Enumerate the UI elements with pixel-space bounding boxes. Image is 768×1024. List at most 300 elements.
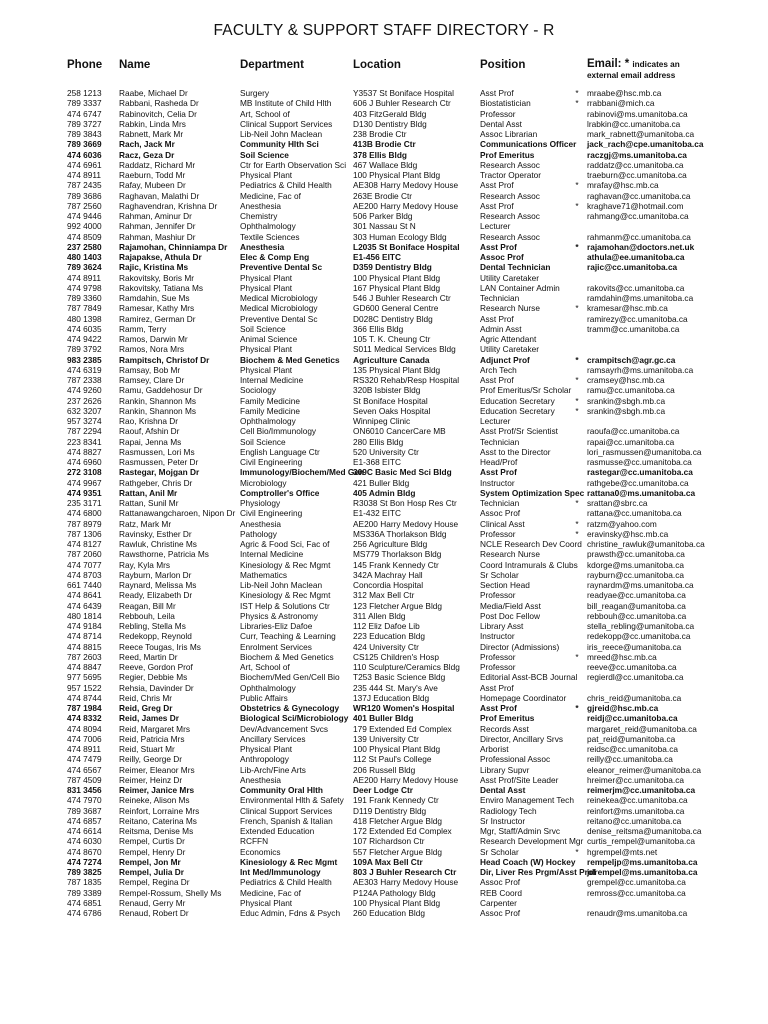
email-cell: rajamohan@doctors.net.uk	[587, 241, 695, 252]
name-cell: Rajic, Kristina Ms	[119, 262, 189, 273]
location-cell: 311 Allen Bldg	[353, 610, 406, 621]
location-cell: 167 Physical Plant Bldg	[353, 282, 441, 293]
location-cell: 100 Physical Plant Bldg	[353, 744, 441, 754]
name-cell: Reid, Stuart Mr	[119, 744, 175, 754]
phone-cell: 789 3792	[67, 344, 102, 355]
email-cell: kramesar@hsc.mb.ca	[587, 303, 668, 314]
phone-cell: 237 2580	[67, 241, 102, 252]
name-cell: Rattan, Sunil Mr	[119, 498, 179, 508]
email-cell: rastegar@cc.umanitoba.ca	[587, 467, 693, 478]
email-cell: srattan@sbrc.ca	[587, 498, 648, 508]
location-cell: AE200 Harry Medovy House	[353, 200, 459, 211]
position-cell: Instructor	[480, 631, 515, 642]
phone-cell: 787 7849	[67, 303, 102, 314]
location-cell: 107 Richardson Ctr	[353, 836, 425, 847]
position-cell: Education Secretary	[480, 405, 555, 416]
location-cell: MS336A Thorlakson Bldg	[353, 528, 447, 539]
location-cell: Winnipeg Clinic	[353, 416, 411, 426]
location-cell: 418 Fletcher Argue Bldg	[353, 815, 443, 826]
location-cell: 137J Education Bldg	[353, 692, 430, 703]
location-cell: 312 Max Bell Ctr	[353, 590, 415, 601]
table-row	[0, 191, 768, 201]
location-cell: 238 Brodie Ctr	[353, 129, 407, 139]
position-cell: Lecturer	[480, 416, 511, 426]
department-cell: Animal Science	[240, 334, 298, 344]
name-cell: Raghavendran, Krishna Dr	[119, 200, 218, 211]
name-cell: Ramirez, German Dr	[119, 313, 196, 324]
name-cell: Reagan, Bill Mr	[119, 600, 176, 611]
table-row	[0, 734, 768, 744]
location-cell: 309C Basic Med Sci Bldg	[353, 467, 452, 478]
table-row	[0, 836, 768, 846]
table-row	[0, 775, 768, 785]
position-cell: Director, Ancillary Srvs	[480, 733, 563, 744]
name-cell: Rempel, Julia Dr	[119, 867, 185, 877]
external-email-marker: *	[575, 498, 579, 508]
name-cell: Ray, Kyla Mrs	[119, 559, 171, 570]
email-cell: hreimer@cc.umanitoba.ca	[587, 774, 684, 785]
department-cell: Physical Plant	[240, 364, 293, 375]
name-header: Name	[119, 59, 151, 71]
table-row	[0, 724, 768, 734]
name-cell: Ramu, Gaddehosur Dr	[119, 385, 203, 396]
phone-cell: 787 4509	[67, 774, 102, 785]
phone-cell: 787 1835	[67, 877, 102, 888]
position-cell: Research Assoc	[480, 159, 540, 170]
name-cell: Raynard, Melissa Ms	[119, 580, 197, 590]
email-cell: iris_reece@umanitoba.ca	[587, 641, 682, 652]
table-row	[0, 857, 768, 867]
department-cell: Obstetrics & Gynecology	[240, 703, 340, 713]
department-cell: Biochem/Med Gen/Cell Bio	[240, 672, 340, 683]
table-row	[0, 314, 768, 324]
name-cell: Reeve, Gordon Prof	[119, 662, 193, 672]
location-cell: 100 Physical Plant Bldg	[353, 170, 441, 180]
position-cell: Arborist	[480, 744, 509, 754]
name-cell: Ramesar, Kathy Mrs	[119, 303, 195, 314]
position-cell: Lecturer	[480, 221, 511, 232]
location-cell: 366 Ellis Bldg	[353, 323, 404, 334]
email-cell: reilly@cc.umanitoba.ca	[587, 754, 673, 765]
phone-cell: 474 8670	[67, 846, 102, 857]
position-cell: Media/Field Asst	[480, 600, 541, 611]
table-row	[0, 703, 768, 713]
position-cell: Research Nurse	[480, 549, 540, 560]
location-cell: 100 Physical Plant Bldg	[353, 272, 441, 283]
email-cell: cramsey@hsc.mb.ca	[587, 375, 665, 385]
position-cell: Assoc Prof	[480, 252, 524, 262]
location-cell: 135 Physical Plant Bldg	[353, 364, 441, 375]
department-cell: Medical Microbiology	[240, 293, 318, 303]
table-row	[0, 293, 768, 303]
name-cell: Rakovitsky, Boris Mr	[119, 272, 194, 283]
department-cell: Ophthalmology	[240, 416, 296, 426]
table-row	[0, 631, 768, 641]
table-row	[0, 642, 768, 652]
location-cell: E1-432 EITC	[353, 508, 401, 519]
phone-cell: 474 6035	[67, 323, 102, 334]
table-row	[0, 867, 768, 877]
external-email-marker: *	[575, 180, 579, 191]
table-row	[0, 877, 768, 887]
phone-cell: 992 4000	[67, 221, 102, 232]
location-cell: Deer Lodge Ctr	[353, 785, 413, 795]
location-cell: Concordia Hospital	[353, 580, 424, 590]
department-cell: RCFFN	[240, 836, 269, 847]
location-cell: 105 T. K. Cheung Ctr	[353, 334, 431, 344]
name-cell: Rajapakse, Athula Dr	[119, 252, 202, 262]
position-cell: Asst Prof	[480, 88, 514, 98]
name-cell: Rebbouh, Leila	[119, 610, 175, 621]
directory-table	[0, 88, 768, 918]
position-cell: Sr Instructor	[480, 815, 526, 826]
email-cell: pat_reid@umanitoba.ca	[587, 733, 676, 744]
position-cell: Dental Asst	[480, 118, 522, 129]
location-cell: 301 Nassau St N	[353, 221, 416, 232]
department-cell: Art, School of	[240, 108, 290, 119]
table-row	[0, 785, 768, 795]
department-cell: Physical Plant	[240, 744, 293, 754]
department-cell: Medicine, Fac of	[240, 887, 301, 898]
position-cell: REB Coord	[480, 887, 522, 898]
table-row	[0, 416, 768, 426]
table-row	[0, 242, 768, 252]
email-cell: readyae@cc.umanitoba.ca	[587, 590, 686, 601]
phone-cell: 258 1213	[67, 88, 102, 98]
position-cell: Assoc Prof	[480, 508, 521, 519]
email-cell: reitano@cc.umanitoba.ca	[587, 815, 682, 826]
location-cell: 557 Fletcher Argue Bldg	[353, 846, 443, 857]
location-cell: 803 J Buhler Research Ctr	[353, 867, 457, 877]
location-cell: 109A Max Bell Ctr	[353, 856, 423, 867]
table-row	[0, 129, 768, 139]
name-cell: Rattan, Anil Mr	[119, 487, 178, 498]
department-cell: Enrolment Services	[240, 641, 312, 652]
phone-cell: 474 8703	[67, 569, 102, 580]
department-cell: Anesthesia	[240, 774, 282, 785]
external-email-star: *	[624, 58, 630, 70]
phone-cell: 474 7077	[67, 559, 102, 570]
name-cell: Ramm, Terry	[119, 323, 167, 334]
department-cell: Physical Plant	[240, 282, 293, 293]
position-cell: Admin Asst	[480, 323, 522, 334]
email-cell: regierdl@cc.umanitoba.ca	[587, 672, 684, 683]
email-cell: rapai@cc.umanitoba.ca	[587, 436, 675, 447]
department-cell: Anesthesia	[240, 200, 282, 211]
external-email-marker: *	[575, 354, 579, 365]
location-cell: 546 J Buhler Research Ctr	[353, 293, 451, 303]
location-cell: 303 Human Ecology Bldg	[353, 231, 447, 242]
email-cell: reinekea@cc.umanitoba.ca	[587, 795, 688, 806]
name-cell: Rempel, Regina Dr	[119, 877, 190, 888]
phone-cell: 789 3624	[67, 262, 102, 273]
name-cell: Raddatz, Richard Mr	[119, 159, 196, 170]
name-cell: Reed, Martin Dr	[119, 651, 178, 662]
email-cell: raynardm@ms.umanitoba.ca	[587, 580, 694, 590]
email-cell: ramu@cc.umanitoba.ca	[587, 385, 675, 396]
table-row	[0, 744, 768, 754]
phone-cell: 474 8509	[67, 231, 102, 242]
table-row	[0, 693, 768, 703]
name-cell: Reid, James Dr	[119, 713, 179, 724]
name-cell: Ravinsky, Esther Dr	[119, 528, 192, 539]
location-cell: 145 Frank Kennedy Ctr	[353, 559, 439, 570]
table-row	[0, 713, 768, 723]
phone-cell: 474 6614	[67, 826, 102, 836]
email-cell: bill_reagan@umanitoba.ca	[587, 600, 686, 611]
table-row	[0, 683, 768, 693]
department-cell: Physical Plant	[240, 897, 293, 908]
location-cell: D359 Dentistry Bldg	[353, 262, 432, 273]
department-cell: Kinesiology & Rec Mgmt	[240, 856, 338, 867]
department-cell: Internal Medicine	[240, 549, 304, 560]
name-cell: Rempel, Jon Mr	[119, 856, 181, 867]
phone-cell: 661 7440	[67, 580, 102, 590]
table-row	[0, 590, 768, 600]
email-cell: rathgebe@cc.umanitoba.ca	[587, 477, 689, 488]
table-row	[0, 437, 768, 447]
table-row	[0, 529, 768, 539]
location-cell: 467 Wallace Bldg	[353, 159, 418, 170]
position-cell: LAN Container Admin	[480, 282, 560, 293]
email-cell: mark_rabnett@umanitoba.ca	[587, 129, 695, 139]
position-cell: Research Assoc	[480, 211, 540, 221]
location-cell: D028C Dentistry Bldg	[353, 313, 433, 324]
table-row	[0, 488, 768, 498]
department-cell: Comptroller's Office	[240, 487, 320, 498]
name-cell: Reineke, Alison Ms	[119, 795, 190, 806]
table-row	[0, 221, 768, 231]
name-cell: Raghavan, Malathi Dr	[119, 190, 200, 201]
phone-cell: 474 8911	[67, 744, 101, 754]
external-email-marker: *	[575, 241, 579, 252]
phone-cell: 789 3825	[67, 867, 102, 877]
position-cell: Technician	[480, 436, 520, 447]
department-cell: Educ Admin, Fdns & Psych	[240, 908, 341, 918]
name-cell: Ramos, Darwin Mr	[119, 334, 188, 344]
phone-cell: 474 8911	[67, 170, 101, 180]
location-cell: AE200 Harry Medovy House	[353, 774, 459, 785]
department-cell: Mathematics	[240, 569, 288, 580]
external-email-marker: *	[575, 518, 579, 529]
position-cell: Communications Officer	[480, 139, 577, 150]
table-row	[0, 273, 768, 283]
email-cell: mrafay@hsc.mb.ca	[587, 180, 659, 191]
table-row	[0, 201, 768, 211]
location-cell: E1-368 EITC	[353, 457, 401, 467]
position-cell: Director (Admissions)	[480, 641, 560, 652]
external-email-marker: *	[575, 98, 579, 109]
location-cell: GD600 General Centre	[353, 303, 439, 314]
phone-cell: 474 8847	[67, 662, 102, 672]
email-cell: lrabkin@cc.umanitoba.ca	[587, 118, 681, 129]
external-email-marker: *	[575, 528, 579, 539]
name-cell: Rankin, Shannon Ms	[119, 395, 197, 406]
position-cell: Assoc Prof	[480, 908, 521, 918]
email-cell: ratzm@yahoo.com	[587, 518, 657, 529]
table-row	[0, 457, 768, 467]
phone-cell: 474 9184	[67, 621, 102, 631]
department-header: Department	[240, 59, 304, 71]
department-cell: Dev/Advancement Svcs	[240, 723, 329, 734]
location-cell: AE303 Harry Medovy House	[353, 877, 459, 888]
department-cell: Environmental Hlth & Safety	[240, 795, 344, 806]
name-cell: Regier, Debbie Ms	[119, 672, 188, 683]
external-email-marker: *	[575, 846, 579, 857]
email-cell: raghavan@cc.umanitoba.ca	[587, 190, 691, 201]
table-row	[0, 232, 768, 242]
table-row	[0, 549, 768, 559]
email-cell: raoufa@cc.umanitoba.ca	[587, 426, 680, 437]
position-cell: Prof Emeritus	[480, 149, 535, 160]
phone-cell: 474 8641	[67, 590, 102, 601]
table-row	[0, 109, 768, 119]
location-cell: RS320 Rehab/Resp Hospital	[353, 375, 460, 385]
external-email-marker: *	[575, 200, 579, 211]
table-row	[0, 601, 768, 611]
phone-cell: 787 1306	[67, 528, 102, 539]
name-cell: Rempel, Henry Dr	[119, 846, 186, 857]
table-row	[0, 621, 768, 631]
name-cell: Rankin, Shannon Ms	[119, 405, 197, 416]
department-cell: Extended Education	[240, 826, 315, 836]
location-cell: 191 Frank Kennedy Ctr	[353, 795, 439, 806]
table-row	[0, 826, 768, 836]
location-cell: Seven Oaks Hospital	[353, 405, 431, 416]
position-cell: Asst Prof	[480, 375, 514, 385]
position-cell: Records Asst	[480, 723, 529, 734]
email-header-label: Email:	[587, 58, 622, 70]
department-cell: Medical Microbiology	[240, 303, 318, 314]
position-cell: Asst Prof	[480, 200, 514, 211]
position-cell: Coord Intramurals & Clubs	[480, 559, 578, 570]
position-cell: Assoc Librarian	[480, 129, 538, 139]
email-cell: reeve@cc.umanitoba.ca	[587, 662, 677, 672]
table-row	[0, 365, 768, 375]
name-cell: Rayburn, Marlon Dr	[119, 569, 192, 580]
name-cell: Rafay, Mubeen Dr	[119, 180, 186, 191]
email-cell: traeburn@cc.umanitoba.ca	[587, 170, 687, 180]
location-cell: 413B Brodie Ctr	[353, 139, 416, 150]
phone-cell: 474 9351	[67, 487, 102, 498]
location-cell: R3038 St Bon Hosp Res Ctr	[353, 498, 457, 508]
table-row	[0, 324, 768, 334]
table-row	[0, 262, 768, 272]
name-cell: Rawsthorne, Patricia Ms	[119, 549, 209, 560]
table-row	[0, 652, 768, 662]
department-cell: Civil Engineering	[240, 508, 303, 519]
email-cell: rahmanm@cc.umanitoba.ca	[587, 231, 691, 242]
name-cell: Rajamohan, Chinniampa Dr	[119, 241, 228, 252]
position-cell: Dental Asst	[480, 785, 526, 795]
position-cell: Utility Caretaker	[480, 272, 540, 283]
name-cell: Rao, Krishna Dr	[119, 416, 179, 426]
name-cell: Rabinovitch, Celia Dr	[119, 108, 197, 119]
phone-cell: 474 9798	[67, 282, 102, 293]
phone-cell: 787 1984	[67, 703, 102, 713]
table-row	[0, 426, 768, 436]
name-cell: Reitano, Caterina Ms	[119, 815, 197, 826]
department-cell: Pediatrics & Child Health	[240, 877, 332, 888]
department-cell: Ophthalmology	[240, 682, 296, 693]
position-cell: Asst Prof	[480, 180, 514, 191]
name-cell: Reinfort, Lorraine Mrs	[119, 805, 200, 816]
location-cell: L2035 St Boniface Hospital	[353, 241, 460, 252]
location-cell: St Boniface Hospital	[353, 395, 428, 406]
table-row	[0, 765, 768, 775]
table-row	[0, 754, 768, 764]
email-cell: margaret_reid@umanitoba.ca	[587, 723, 697, 734]
table-row	[0, 560, 768, 570]
position-cell: Library Supvr	[480, 764, 530, 775]
table-row	[0, 908, 768, 918]
position-cell: Prof Emeritus	[480, 713, 535, 724]
name-cell: Rabbani, Rasheda Dr	[119, 98, 199, 109]
location-cell: 342A Machray Hall	[353, 569, 423, 580]
phone-cell: 789 3389	[67, 887, 102, 898]
external-email-marker: *	[575, 651, 579, 662]
position-cell: Mgr, Staff/Admin Srvc	[480, 826, 561, 836]
department-cell: Soil Science	[240, 149, 289, 160]
phone-cell: 272 3108	[67, 467, 102, 478]
table-row	[0, 816, 768, 826]
location-cell: MS779 Thorlakson Bldg	[353, 549, 442, 560]
position-cell: Utility Caretaker	[480, 344, 540, 355]
department-cell: Ancillary Services	[240, 733, 306, 744]
position-cell: Agric Attendant	[480, 334, 537, 344]
phone-cell: 474 8827	[67, 446, 102, 457]
table-row	[0, 119, 768, 129]
position-cell: Radiology Tech	[480, 805, 537, 816]
position-cell: Enviro Management Tech	[480, 795, 574, 806]
name-cell: Reid, Greg Dr	[119, 703, 173, 713]
name-cell: Rempel, Curtis Dr	[119, 836, 185, 847]
name-cell: Rasmussen, Lori Ms	[119, 446, 195, 457]
location-cell: 403 FitzGerald Bldg	[353, 108, 427, 119]
position-cell: Research Assoc	[480, 231, 540, 242]
phone-cell: 223 8341	[67, 436, 102, 447]
name-cell: Raeburn, Todd Mr	[119, 170, 186, 180]
department-cell: Biological Sci/Microbiology	[240, 713, 349, 724]
phone-cell: 787 2603	[67, 651, 102, 662]
email-cell: ramirezy@cc.umanitoba.ca	[587, 313, 688, 324]
position-cell: Post Doc Fellow	[480, 610, 540, 621]
name-cell: Rampitsch, Christof Dr	[119, 354, 210, 365]
department-cell: Textile Sciences	[240, 231, 300, 242]
position-cell: Professor	[480, 662, 516, 672]
phone-cell: 474 6851	[67, 897, 102, 908]
phone-cell: 474 9422	[67, 334, 102, 344]
name-cell: Reece Tougas, Iris Ms	[119, 641, 201, 652]
location-header: Location	[353, 59, 401, 71]
email-note-line-2: external email address	[587, 71, 676, 80]
department-cell: IST Help & Solutions Ctr	[240, 600, 330, 611]
phone-cell: 789 3669	[67, 139, 102, 150]
table-row	[0, 406, 768, 416]
table-row	[0, 396, 768, 406]
email-cell: reinfort@ms.umanitoba.ca	[587, 805, 685, 816]
name-cell: Rastegar, Mojgan Dr	[119, 467, 200, 478]
position-cell: Research Assoc	[480, 190, 540, 201]
phone-cell: 789 3843	[67, 129, 102, 139]
phone-cell: 474 6747	[67, 108, 102, 119]
department-cell: Biochem & Med Genetics	[240, 354, 340, 365]
department-cell: Elec & Comp Eng	[240, 252, 310, 262]
email-cell: reidsc@cc.umanitoba.ca	[587, 744, 678, 754]
department-cell: Family Medicine	[240, 405, 300, 416]
phone-cell: 632 3207	[67, 405, 102, 416]
phone-cell: 787 2338	[67, 375, 102, 385]
